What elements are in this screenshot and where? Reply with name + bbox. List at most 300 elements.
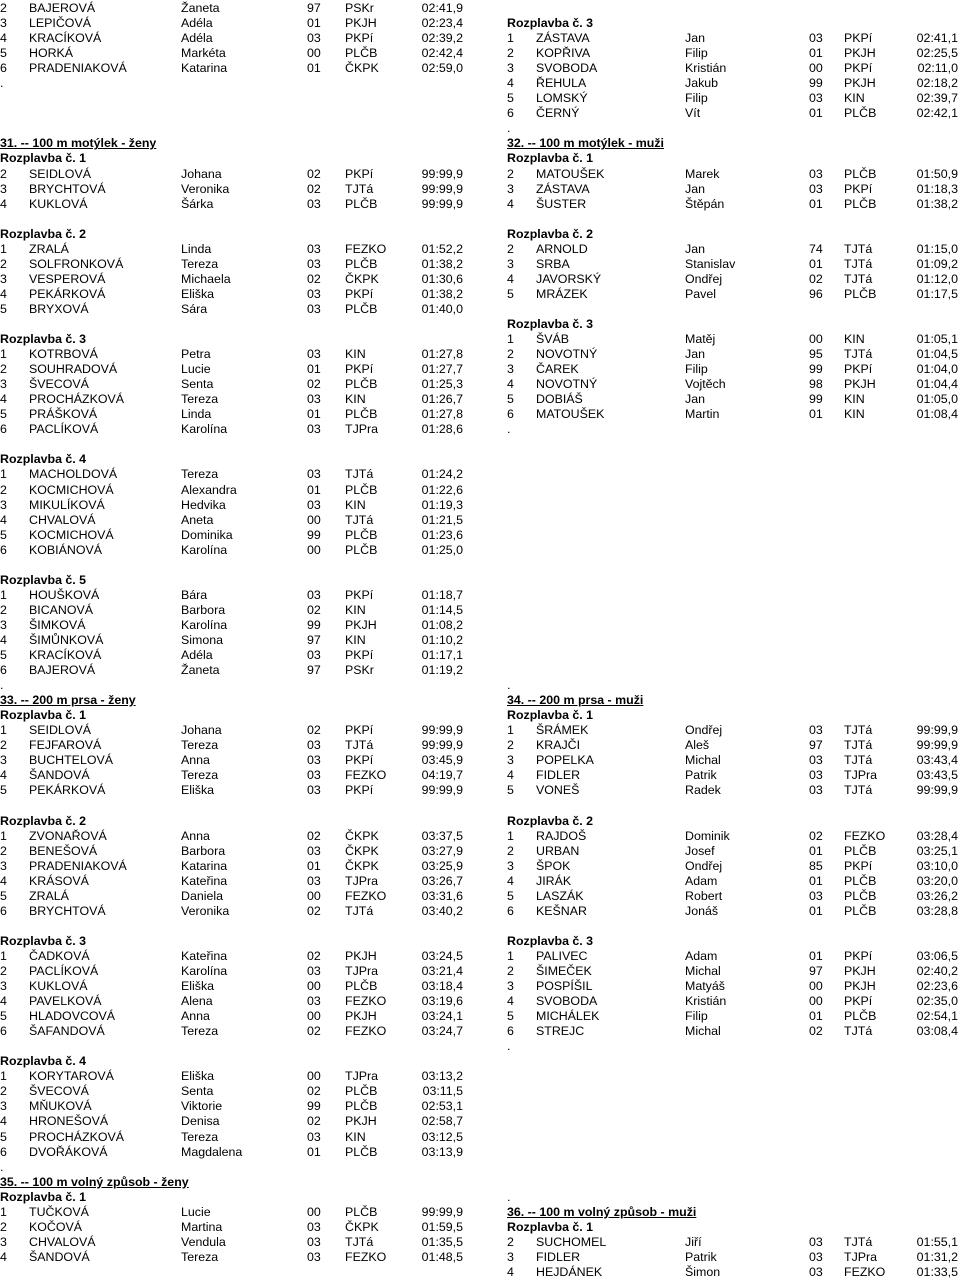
entry-time: 03:13,2	[421, 1069, 463, 1084]
heat-heading-text: Rozplavba č. 3	[507, 933, 594, 948]
swimmer-firstname: Senta	[181, 377, 214, 392]
swimmer-firstname: Ondřej	[685, 858, 723, 873]
swimmer-firstname: Johana	[181, 723, 222, 738]
right-column	[507, 1, 960, 1280]
swimmer-row	[507, 859, 960, 874]
lane-number: 4	[0, 632, 7, 647]
entry-time: 01:30,6	[421, 271, 463, 286]
lane-number: 3	[0, 1099, 7, 1114]
swimmer-surname: BUCHTELOVÁ	[29, 753, 113, 768]
birth-year: 02	[307, 903, 321, 918]
birth-year: 00	[307, 1204, 321, 1219]
entry-time: 02:39,2	[421, 31, 463, 46]
swimmer-firstname: Adam	[685, 873, 718, 888]
swimmer-row	[507, 362, 960, 377]
club-code: PKPí	[844, 948, 873, 963]
swimmer-firstname: Pavel	[685, 286, 716, 301]
club-code: PKPí	[345, 31, 374, 46]
lane-number: 4	[507, 76, 514, 91]
swimmer-row	[0, 31, 470, 46]
heat-heading	[507, 1220, 960, 1235]
entry-time: 01:35,5	[421, 1234, 463, 1249]
swimmer-surname: SUCHOMEL	[536, 1234, 607, 1249]
spacer-line	[507, 1039, 960, 1054]
swimmer-row	[0, 1220, 470, 1235]
club-code: FEZKO	[345, 888, 387, 903]
swimmer-firstname: Dominik	[685, 828, 730, 843]
lane-number: 5	[0, 301, 7, 316]
swimmer-surname: ŠPOK	[536, 858, 571, 873]
lane-number: 4	[507, 873, 514, 888]
swimmer-firstname: Magdalena	[181, 1144, 243, 1159]
spacer-text: .	[507, 121, 511, 136]
lane-number: 3	[0, 1234, 7, 1249]
swimmer-row	[507, 46, 960, 61]
club-code: PLČB	[345, 196, 378, 211]
swimmer-row	[507, 874, 960, 889]
swimmer-firstname: Karolína	[181, 964, 228, 978]
entry-time: 99:99,9	[421, 783, 463, 798]
club-code: PSKr	[345, 1, 374, 15]
swimmer-row	[507, 257, 960, 272]
entry-time: 01:18,7	[421, 587, 463, 602]
swimmer-row	[0, 783, 470, 798]
entry-time: 02:18,2	[916, 76, 958, 91]
entry-time: 01:28,6	[421, 422, 463, 437]
lane-number: 6	[0, 903, 7, 918]
swimmer-row	[0, 949, 470, 964]
club-code: ČKPK	[345, 271, 379, 286]
club-code: PLČB	[345, 1144, 378, 1159]
birth-year: 95	[809, 347, 823, 362]
swimmer-firstname: Linda	[181, 407, 212, 422]
swimmer-row	[0, 874, 470, 889]
spacer-line	[0, 91, 470, 106]
swimmer-firstname: Simona	[181, 632, 224, 647]
swimmer-surname: HLADOVCOVÁ	[29, 1009, 116, 1024]
birth-year: 03	[307, 1129, 321, 1144]
club-code: PKPí	[345, 286, 374, 301]
heat-heading	[0, 1190, 470, 1205]
birth-year: 00	[307, 888, 321, 903]
birth-year: 99	[809, 362, 823, 377]
birth-year: 03	[307, 1234, 321, 1249]
swimmer-firstname: Katarina	[181, 61, 228, 76]
entry-time: 01:23,6	[421, 527, 463, 542]
birth-year: 96	[809, 286, 823, 301]
swimmer-row	[0, 16, 470, 31]
heat-heading	[507, 227, 960, 242]
swimmer-surname: MRÁZEK	[536, 286, 588, 301]
club-code: TJPra	[345, 873, 379, 888]
spacer-line	[507, 603, 960, 618]
birth-year: 03	[307, 497, 321, 512]
swimmer-surname: SOUHRADOVÁ	[29, 362, 118, 377]
club-code: PLČB	[844, 843, 877, 858]
birth-year: 00	[307, 542, 321, 557]
club-code: FEZKO	[844, 828, 886, 843]
heat-heading-text: Rozplavba č. 1	[507, 1219, 594, 1234]
entry-time: 02:42,1	[916, 106, 958, 121]
swimmer-surname: BENEŠOVÁ	[29, 843, 98, 858]
lane-number: 4	[0, 512, 7, 527]
swimmer-surname: MATOUŠEK	[536, 407, 605, 422]
spacer-text: .	[507, 678, 511, 693]
lane-number: 5	[0, 1129, 7, 1144]
birth-year: 03	[307, 783, 321, 798]
swimmer-surname: RAJDOŠ	[536, 828, 587, 843]
club-code: PKPí	[345, 723, 374, 738]
lane-number: 5	[507, 783, 514, 798]
swimmer-row	[507, 738, 960, 753]
lane-number: 1	[0, 241, 7, 256]
swimmer-row	[0, 257, 470, 272]
entry-time: 03:12,5	[421, 1129, 463, 1144]
swimmer-firstname: Veronika	[181, 181, 230, 196]
swimmer-surname: ŠANDOVÁ	[29, 1249, 90, 1264]
birth-year: 03	[809, 166, 823, 181]
entry-time: 01:59,5	[421, 1219, 463, 1234]
birth-year: 03	[307, 31, 321, 46]
swimmer-row	[0, 648, 470, 663]
swimmer-firstname: Jan	[685, 181, 705, 196]
entry-time: 01:55,1	[916, 1234, 958, 1249]
birth-year: 03	[307, 587, 321, 602]
spacer-line	[507, 1054, 960, 1069]
swimmer-firstname: Karolína	[181, 542, 228, 557]
swimmer-firstname: Jakub	[685, 76, 719, 91]
swimmer-row	[507, 768, 960, 783]
swimmer-firstname: Patrik	[685, 1249, 717, 1264]
swimmer-surname: ZRALÁ	[29, 241, 69, 256]
swimmer-surname: HOUŠKOVÁ	[29, 587, 100, 602]
birth-year: 03	[307, 873, 321, 888]
swimmer-surname: PRADENIAKOVÁ	[29, 61, 127, 76]
lane-number: 3	[507, 256, 514, 271]
heat-heading	[0, 708, 470, 723]
entry-time: 03:24,5	[421, 948, 463, 963]
club-code: KIN	[844, 332, 865, 347]
swimmer-surname: MATOUŠEK	[536, 166, 605, 181]
swimmer-row	[507, 1265, 960, 1280]
club-code: TJTá	[844, 783, 873, 798]
entry-time: 01:04,4	[916, 377, 958, 392]
swimmer-firstname: Martina	[181, 1219, 223, 1234]
swimmer-firstname: Vojtěch	[685, 377, 726, 392]
swimmer-row	[0, 844, 470, 859]
swimmer-surname: FIDLER	[536, 768, 581, 783]
club-code: PLČB	[345, 527, 378, 542]
swimmer-row	[0, 738, 470, 753]
spacer-line	[507, 663, 960, 678]
spacer-line	[0, 106, 470, 121]
swimmer-surname: BRYCHTOVÁ	[29, 903, 106, 918]
swimmer-firstname: Šimon	[685, 1264, 721, 1279]
lane-number: 6	[0, 1024, 7, 1039]
swimmer-surname: SRBA	[536, 256, 570, 271]
swimmer-firstname: Matěj	[685, 332, 716, 347]
club-code: PKJH	[345, 948, 377, 963]
club-code: TJTá	[844, 241, 873, 256]
spacer-text: .	[0, 76, 4, 91]
swimmer-surname: PAVELKOVÁ	[29, 994, 102, 1009]
entry-time: 01:19,2	[421, 663, 463, 678]
entry-time: 02:54,1	[916, 1009, 958, 1024]
club-code: TJTá	[345, 738, 374, 753]
lane-number: 3	[0, 753, 7, 768]
swimmer-firstname: Jonáš	[685, 903, 719, 918]
swimmer-row	[0, 1099, 470, 1114]
swimmer-row	[0, 197, 470, 212]
lane-number: 4	[507, 1264, 514, 1279]
lane-number: 6	[0, 61, 7, 76]
swimmer-row	[0, 768, 470, 783]
swimmer-firstname: Jan	[685, 241, 705, 256]
heat-heading	[0, 573, 470, 588]
club-code: PLČB	[844, 1009, 877, 1024]
club-code: PLČB	[844, 888, 877, 903]
swimmer-firstname: Jiří	[685, 1234, 702, 1249]
swimmer-row	[507, 197, 960, 212]
birth-year: 01	[809, 407, 823, 422]
entry-time: 01:24,2	[421, 467, 463, 482]
spacer-line	[0, 76, 470, 91]
entry-time: 01:27,8	[421, 347, 463, 362]
swimmer-row	[0, 543, 470, 558]
birth-year: 97	[809, 738, 823, 753]
entry-time: 01:27,8	[421, 407, 463, 422]
swimmer-row	[0, 904, 470, 919]
swimmer-row	[0, 513, 470, 528]
birth-year: 03	[307, 467, 321, 482]
club-code: FEZKO	[345, 994, 387, 1009]
birth-year: 01	[307, 407, 321, 422]
entry-time: 99:99,9	[421, 196, 463, 211]
club-code: PLČB	[844, 196, 877, 211]
birth-year: 01	[809, 948, 823, 963]
heat-heading	[507, 814, 960, 829]
swimmer-row	[0, 46, 470, 61]
entry-time: 03:31,6	[421, 888, 463, 903]
swimmer-firstname: Karolína	[181, 617, 228, 632]
entry-time: 03:28,4	[916, 828, 958, 843]
swimmer-firstname: Kateřina	[181, 873, 228, 888]
swimmer-firstname: Eliška	[181, 286, 215, 301]
birth-year: 00	[809, 61, 823, 76]
swimmer-row	[0, 1, 470, 16]
swimmer-surname: PRADENIAKOVÁ	[29, 858, 127, 873]
lane-number: 1	[0, 723, 7, 738]
swimmer-firstname: Kristián	[685, 61, 727, 76]
event-title	[0, 1175, 470, 1190]
heat-heading-text: Rozplavba č. 1	[0, 151, 87, 166]
heat-heading	[0, 814, 470, 829]
swimmer-surname: ZÁSTAVA	[536, 181, 590, 196]
heat-heading-text: Rozplavba č. 2	[507, 813, 594, 828]
spacer-line	[507, 1160, 960, 1175]
heat-heading	[0, 227, 470, 242]
birth-year: 01	[307, 16, 321, 31]
lane-number: 2	[0, 843, 7, 858]
swimmer-surname: MIKULÍKOVÁ	[29, 497, 105, 512]
entry-time: 02:42,4	[421, 46, 463, 61]
lane-number: 3	[507, 61, 514, 76]
birth-year: 02	[809, 1024, 823, 1039]
club-code: PKPí	[345, 362, 374, 377]
club-code: KIN	[844, 392, 865, 407]
spacer-line	[507, 1145, 960, 1160]
heat-heading-text: Rozplavba č. 2	[0, 813, 87, 828]
spacer-line	[507, 618, 960, 633]
club-code: TJTá	[345, 1234, 374, 1249]
swimmer-firstname: Aleš	[685, 738, 710, 753]
swimmer-row	[507, 332, 960, 347]
entry-time: 99:99,9	[421, 166, 463, 181]
club-code: PLČB	[345, 407, 378, 422]
entry-time: 03:26,7	[421, 873, 463, 888]
birth-year: 03	[809, 1249, 823, 1264]
swimmer-surname: SEIDLOVÁ	[29, 166, 91, 181]
swimmer-row	[0, 723, 470, 738]
club-code: TJTá	[844, 1234, 873, 1249]
club-code: TJTá	[844, 347, 873, 362]
birth-year: 03	[809, 723, 823, 738]
club-code: TJPra	[844, 768, 878, 783]
lane-number: 4	[507, 768, 514, 783]
club-code: PKPí	[844, 61, 873, 76]
entry-time: 01:25,0	[421, 542, 463, 557]
swimmer-surname: LEPIČOVÁ	[29, 16, 91, 31]
club-code: KIN	[345, 632, 366, 647]
swimmer-surname: KOCMICHOVÁ	[29, 527, 114, 542]
spacer-line	[0, 121, 470, 136]
heat-heading	[0, 332, 470, 347]
club-code: PKPí	[844, 994, 873, 1009]
club-code: TJTá	[844, 723, 873, 738]
spacer-line	[507, 1099, 960, 1114]
spacer-line	[507, 483, 960, 498]
swimmer-row	[0, 1145, 470, 1160]
club-code: PKPí	[844, 181, 873, 196]
swimmer-surname: BAJEROVÁ	[29, 663, 96, 678]
lane-number: 4	[0, 196, 7, 211]
swimmer-firstname: Šárka	[181, 196, 214, 211]
swimmer-row	[507, 949, 960, 964]
club-code: KIN	[345, 1129, 366, 1144]
heat-heading	[507, 16, 960, 31]
club-code: ČKPK	[345, 1219, 379, 1234]
entry-time: 99:99,9	[421, 738, 463, 753]
club-code: KIN	[345, 347, 366, 362]
swimmer-surname: KRACÍKOVÁ	[29, 31, 102, 46]
club-code: FEZKO	[345, 1024, 387, 1039]
lane-number: 2	[0, 166, 7, 181]
swimmer-surname: ŠVECOVÁ	[29, 1084, 89, 1099]
club-code: PLČB	[844, 286, 877, 301]
club-code: FEZKO	[345, 1249, 387, 1264]
swimmer-firstname: Filip	[685, 91, 708, 106]
club-code: PKPí	[345, 783, 374, 798]
swimmer-firstname: Barbora	[181, 843, 226, 858]
swimmer-row	[507, 723, 960, 738]
club-code: PKPí	[844, 362, 873, 377]
swimmer-surname: BRYCHTOVÁ	[29, 181, 106, 196]
birth-year: 02	[307, 166, 321, 181]
spacer-line	[507, 1130, 960, 1145]
swimmer-surname: HRONEŠOVÁ	[29, 1114, 109, 1129]
spacer-line	[507, 678, 960, 693]
swimmer-firstname: Viktorie	[181, 1099, 223, 1114]
swimmer-surname: NOVOTNÝ	[536, 377, 598, 392]
birth-year: 03	[307, 241, 321, 256]
lane-number: 1	[507, 31, 514, 46]
lane-number: 4	[507, 271, 514, 286]
spacer-text: .	[507, 1189, 511, 1204]
birth-year: 03	[307, 753, 321, 768]
spacer-text: .	[507, 422, 511, 437]
club-code: TJTá	[345, 181, 374, 196]
swimmer-row	[0, 1084, 470, 1099]
birth-year: 85	[809, 858, 823, 873]
heat-heading	[0, 934, 470, 949]
entry-time: 03:20,0	[916, 873, 958, 888]
entry-time: 01:05,0	[916, 392, 958, 407]
birth-year: 02	[307, 377, 321, 392]
swimmer-surname: KUKLOVÁ	[29, 979, 88, 994]
swimmer-row	[0, 182, 470, 197]
swimmer-surname: KEŠNAR	[536, 903, 587, 918]
lane-number: 4	[507, 196, 514, 211]
entry-time: 03:24,7	[421, 1024, 463, 1039]
club-code: KIN	[844, 407, 865, 422]
club-code: PKJH	[345, 1114, 377, 1129]
swimmer-surname: ČERNÝ	[536, 106, 580, 121]
swimmer-firstname: Anna	[181, 753, 210, 768]
entry-time: 03:10,0	[916, 858, 958, 873]
entry-time: 03:45,9	[421, 753, 463, 768]
club-code: TJTá	[345, 467, 374, 482]
event-title-text: 33. -- 200 m prsa - ženy	[0, 693, 136, 708]
club-code: TJPra	[345, 1069, 379, 1084]
swimmer-firstname: Barbora	[181, 602, 226, 617]
swimmer-firstname: Adam	[685, 948, 718, 963]
swimmer-surname: MŇUKOVÁ	[29, 1099, 92, 1114]
birth-year: 01	[307, 482, 321, 497]
birth-year: 03	[307, 392, 321, 407]
swimmer-row	[0, 859, 470, 874]
birth-year: 00	[809, 994, 823, 1009]
birth-year: 00	[307, 512, 321, 527]
swimmer-row	[507, 61, 960, 76]
lane-number: 2	[0, 738, 7, 753]
swimmer-firstname: Alena	[181, 994, 213, 1009]
swimmer-row	[507, 347, 960, 362]
club-code: KIN	[345, 602, 366, 617]
entry-time: 01:27,7	[421, 362, 463, 377]
lane-number: 4	[0, 286, 7, 301]
club-code: TJTá	[844, 271, 873, 286]
spacer-text: .	[0, 678, 4, 693]
swimmer-row	[0, 362, 470, 377]
club-code: PLČB	[345, 1084, 378, 1099]
swimmer-firstname: Aneta	[181, 512, 214, 527]
birth-year: 01	[809, 903, 823, 918]
swimmer-row	[507, 889, 960, 904]
entry-time: 99:99,9	[916, 738, 958, 753]
entry-time: 03:40,2	[421, 903, 463, 918]
entry-time: 03:28,8	[916, 903, 958, 918]
swimmer-row	[0, 302, 470, 317]
